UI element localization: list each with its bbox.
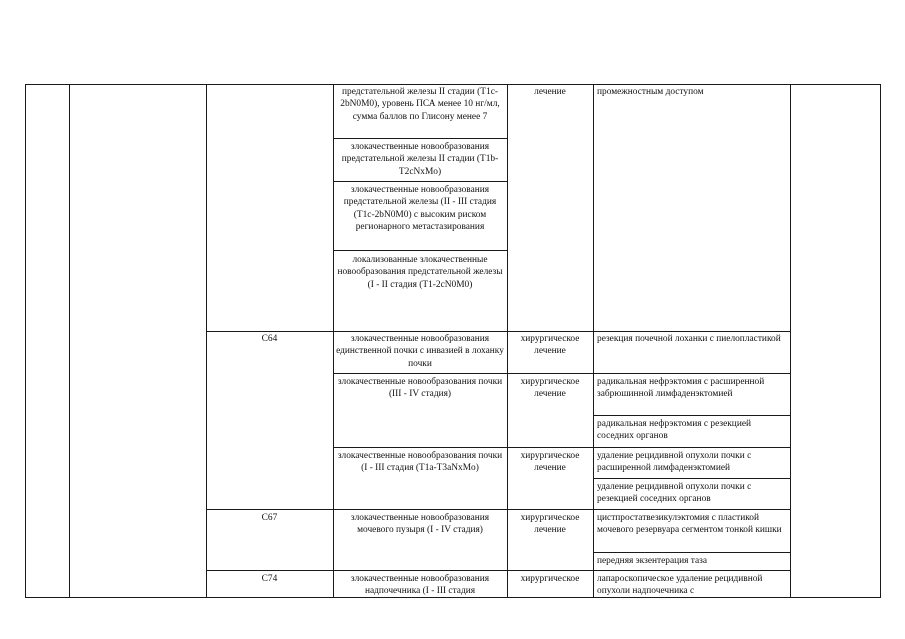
method-cell: радикальная нефрэктомия с резекцией соседних органов: [597, 419, 752, 442]
diagnosis-cell: злокачественные новообразования почки (I - III стадия (T1a-T3aNxMo): [337, 451, 503, 474]
diagnosis-divider: [333, 250, 507, 251]
method-divider: [593, 415, 790, 416]
table-top-border: [25, 84, 880, 85]
diagnosis-cell: локализованные злокачественные новообразования предстательной железы (I - II стадия (T1-2cN0M0): [337, 255, 503, 290]
method-cell: резекция почечной лоханки с пиелопластикой: [597, 334, 781, 344]
method-cell: радикальная нефрэктомия с расширенной забрюшинной лимфаденэктомией: [597, 377, 765, 400]
row-divider: [206, 570, 790, 571]
column-divider: [69, 84, 70, 598]
method-cell: цистпростатвезикулэктомия с пластикой мочевого резервуара сегментом тонкой кишки: [597, 513, 782, 536]
treatment-cell: хирургическое лечение: [520, 451, 580, 474]
treatment-cell: хирургическое лечение: [520, 334, 580, 357]
diagnosis-cell: злокачественные новообразования предстательной железы II стадии (T1b-T2cNxMo): [341, 142, 499, 177]
diagnosis-cell: предстательной железы II стадии (T1c-2bN0M0), уровень ПСА менее 10 нг/мл, сумма баллов по Глисону менее 7: [340, 87, 500, 122]
method-cell: передняя экзентерация таза: [597, 556, 708, 566]
icd-code-cell: C74: [261, 574, 278, 584]
row-divider: [333, 373, 790, 374]
column-divider: [333, 84, 334, 598]
row-divider: [206, 509, 790, 510]
column-divider: [206, 84, 207, 598]
method-cell: удаление рецидивной опухоли почки с резекцией соседних органов: [597, 482, 752, 505]
table-left-border: [25, 84, 26, 598]
diagnosis-cell: злокачественные новообразования предстательной железы (II - III стадия (T1c-2bN0M0) с высоким риском регионарного метастазирования: [343, 185, 497, 232]
method-divider: [593, 552, 790, 553]
treatment-cell: хирургическое лечение: [520, 377, 580, 400]
method-cell: промежностным доступом: [597, 87, 704, 97]
treatment-cell: хирургическое лечение: [520, 513, 580, 536]
row-divider: [333, 447, 790, 448]
diagnosis-divider: [333, 181, 507, 182]
icd-code-cell: C67: [261, 513, 278, 523]
column-divider: [790, 84, 791, 598]
method-divider: [593, 478, 790, 479]
diagnosis-cell: злокачественные новообразования единственной почки с инвазией в лоханку почки: [336, 334, 504, 369]
diagnosis-divider: [333, 138, 507, 139]
column-divider: [507, 84, 508, 598]
diagnosis-cell: злокачественные новообразования почки (III - IV стадия): [337, 377, 503, 400]
treatment-cell: хирургическое: [520, 574, 580, 584]
diagnosis-cell: злокачественные новообразования надпочечника (I - III стадия: [350, 574, 490, 597]
table-right-border: [880, 84, 881, 598]
method-cell: лапароскопическое удаление рецидивной опухоли надпочечника с: [597, 574, 763, 597]
diagnosis-cell: злокачественные новообразования мочевого пузыря (I - IV стадия): [350, 513, 490, 536]
row-divider: [206, 331, 790, 332]
icd-code-cell: C64: [261, 334, 278, 344]
treatment-cell: лечение: [534, 87, 566, 97]
method-cell: удаление рецидивной опухоли почки с расширенной лимфаденэктомией: [597, 451, 752, 474]
column-divider: [593, 84, 594, 598]
